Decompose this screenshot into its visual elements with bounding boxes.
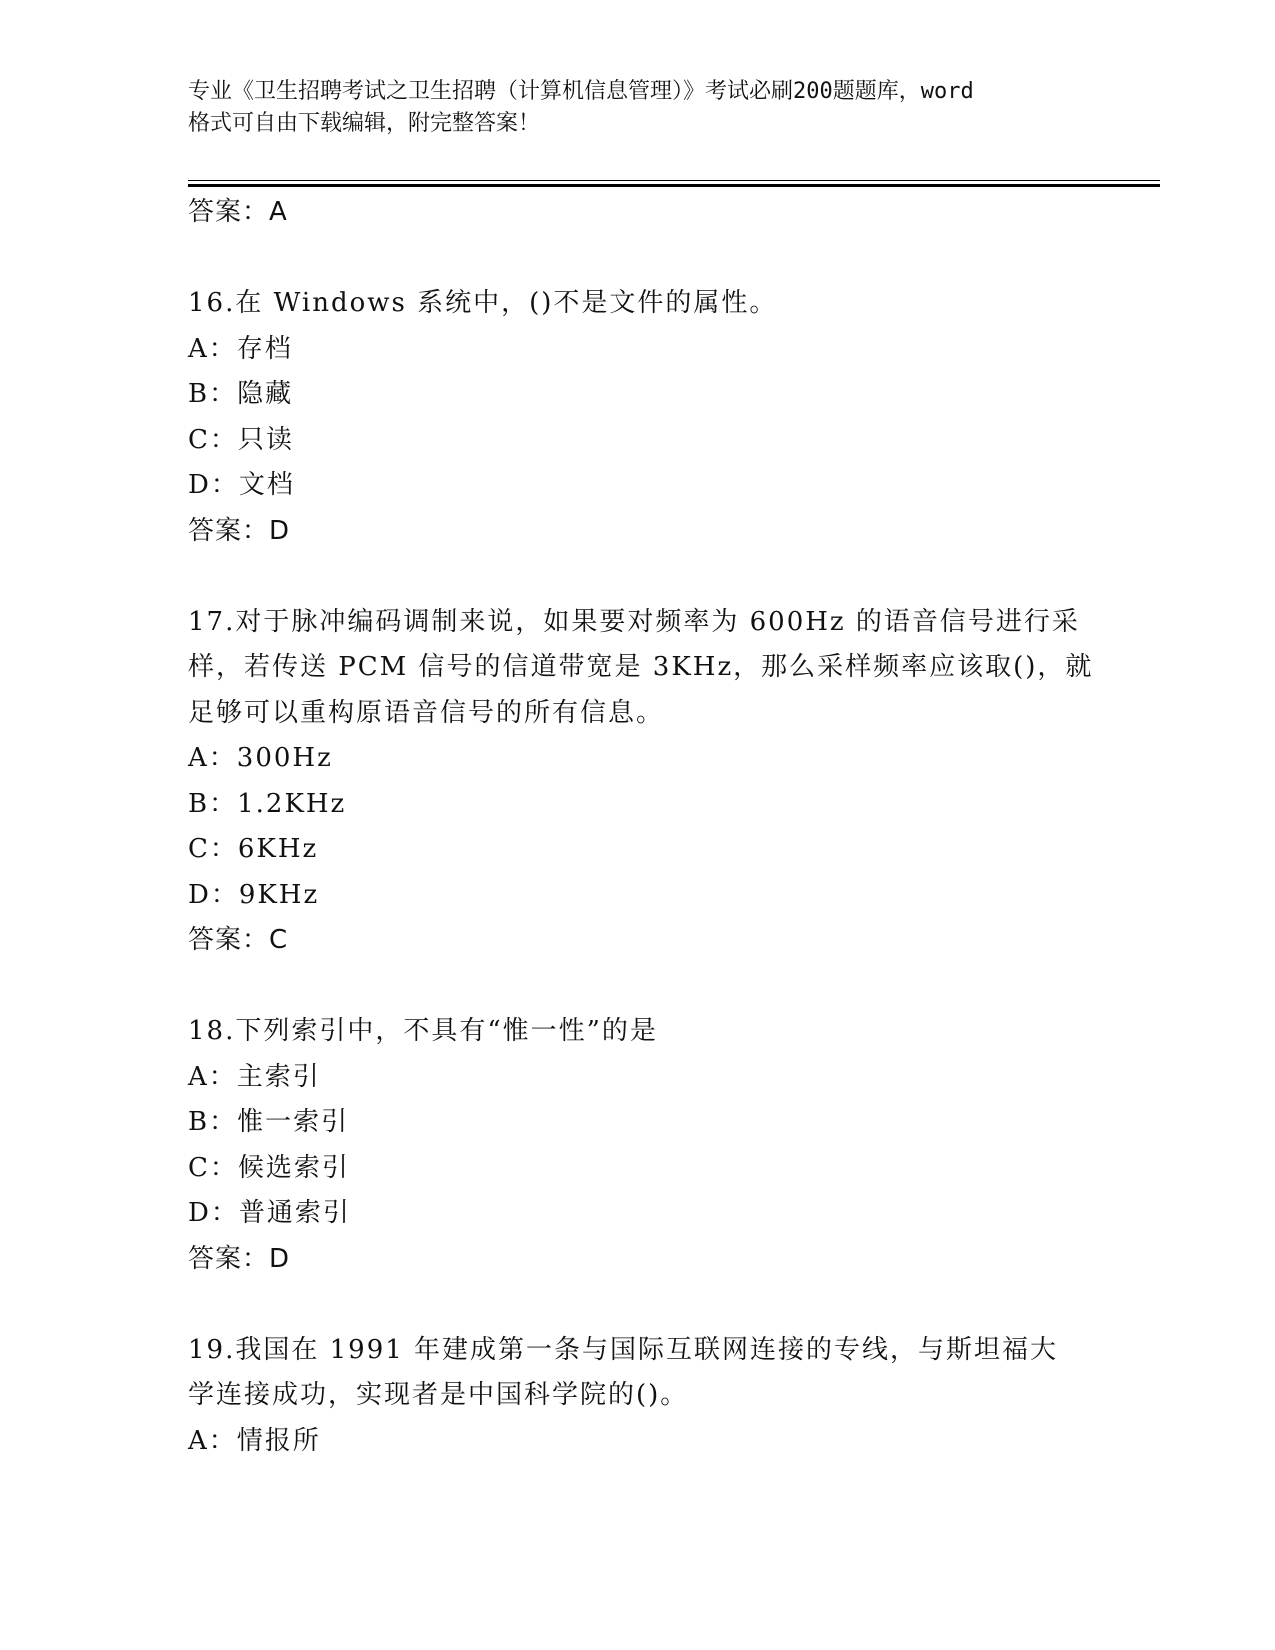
spacer bbox=[188, 236, 1088, 282]
question-list bbox=[188, 190, 1094, 1464]
spacer bbox=[188, 554, 1088, 600]
option-b: B：1.2KHz bbox=[188, 788, 347, 819]
option-a: A：存档 bbox=[188, 333, 293, 364]
question-stem: 足够可以重构原语音信号的所有信息。 bbox=[188, 697, 665, 728]
question-stem: 17.对于脉冲编码调制来说，如果要对频率为 600Hz 的语音信号进行采 bbox=[188, 606, 1080, 637]
question-16 bbox=[188, 281, 1088, 554]
answer-line: 答案：A bbox=[188, 197, 288, 227]
question-stem: 19.我国在 1991 年建成第一条与国际互联网连接的专线，与斯坦福大 bbox=[188, 1334, 1059, 1365]
question-18 bbox=[188, 1009, 1088, 1282]
question-stem: 样，若传送 PCM 信号的信道带宽是 3KHz，那么采样频率应该取()，就 bbox=[188, 652, 1094, 682]
option-b: B：惟一索引 bbox=[188, 1107, 350, 1137]
option-a: A：情报所 bbox=[188, 1425, 321, 1456]
header-line-2: 格式可自由下载编辑，附完整答案！ bbox=[188, 111, 541, 136]
answer-line: 答案：D bbox=[188, 515, 291, 546]
option-c: C：候选索引 bbox=[188, 1152, 350, 1183]
option-c: C：只读 bbox=[188, 424, 294, 455]
question-17 bbox=[188, 600, 1094, 964]
answer-line: 答案：C bbox=[188, 925, 289, 955]
question-stem: 18.下列索引中，不具有“惟一性”的是 bbox=[188, 1016, 658, 1046]
answer-line: 答案：D bbox=[188, 1243, 291, 1274]
option-a: A：主索引 bbox=[188, 1061, 321, 1092]
header-line-1: 专业《卫生招聘考试之卫生招聘（计算机信息管理）》考试必刷200题题库，word bbox=[188, 79, 974, 104]
option-d: D：9KHz bbox=[188, 879, 320, 910]
option-a: A：300Hz bbox=[188, 743, 333, 773]
option-c: C：6KHz bbox=[188, 834, 319, 864]
question-stem: 16.在 Windows 系统中，()不是文件的属性。 bbox=[188, 288, 778, 318]
header-rule-thick bbox=[188, 184, 1160, 187]
question-stem: 学连接成功，实现者是中国科学院的()。 bbox=[188, 1380, 689, 1410]
option-d: D：文档 bbox=[188, 470, 295, 500]
spacer bbox=[188, 1282, 1088, 1328]
document-header bbox=[188, 76, 1088, 140]
question-19 bbox=[188, 1328, 1088, 1465]
header-rule-thin bbox=[188, 180, 1160, 181]
option-b: B：隐藏 bbox=[188, 379, 294, 409]
option-d: D：普通索引 bbox=[188, 1198, 351, 1228]
spacer bbox=[188, 964, 1088, 1010]
